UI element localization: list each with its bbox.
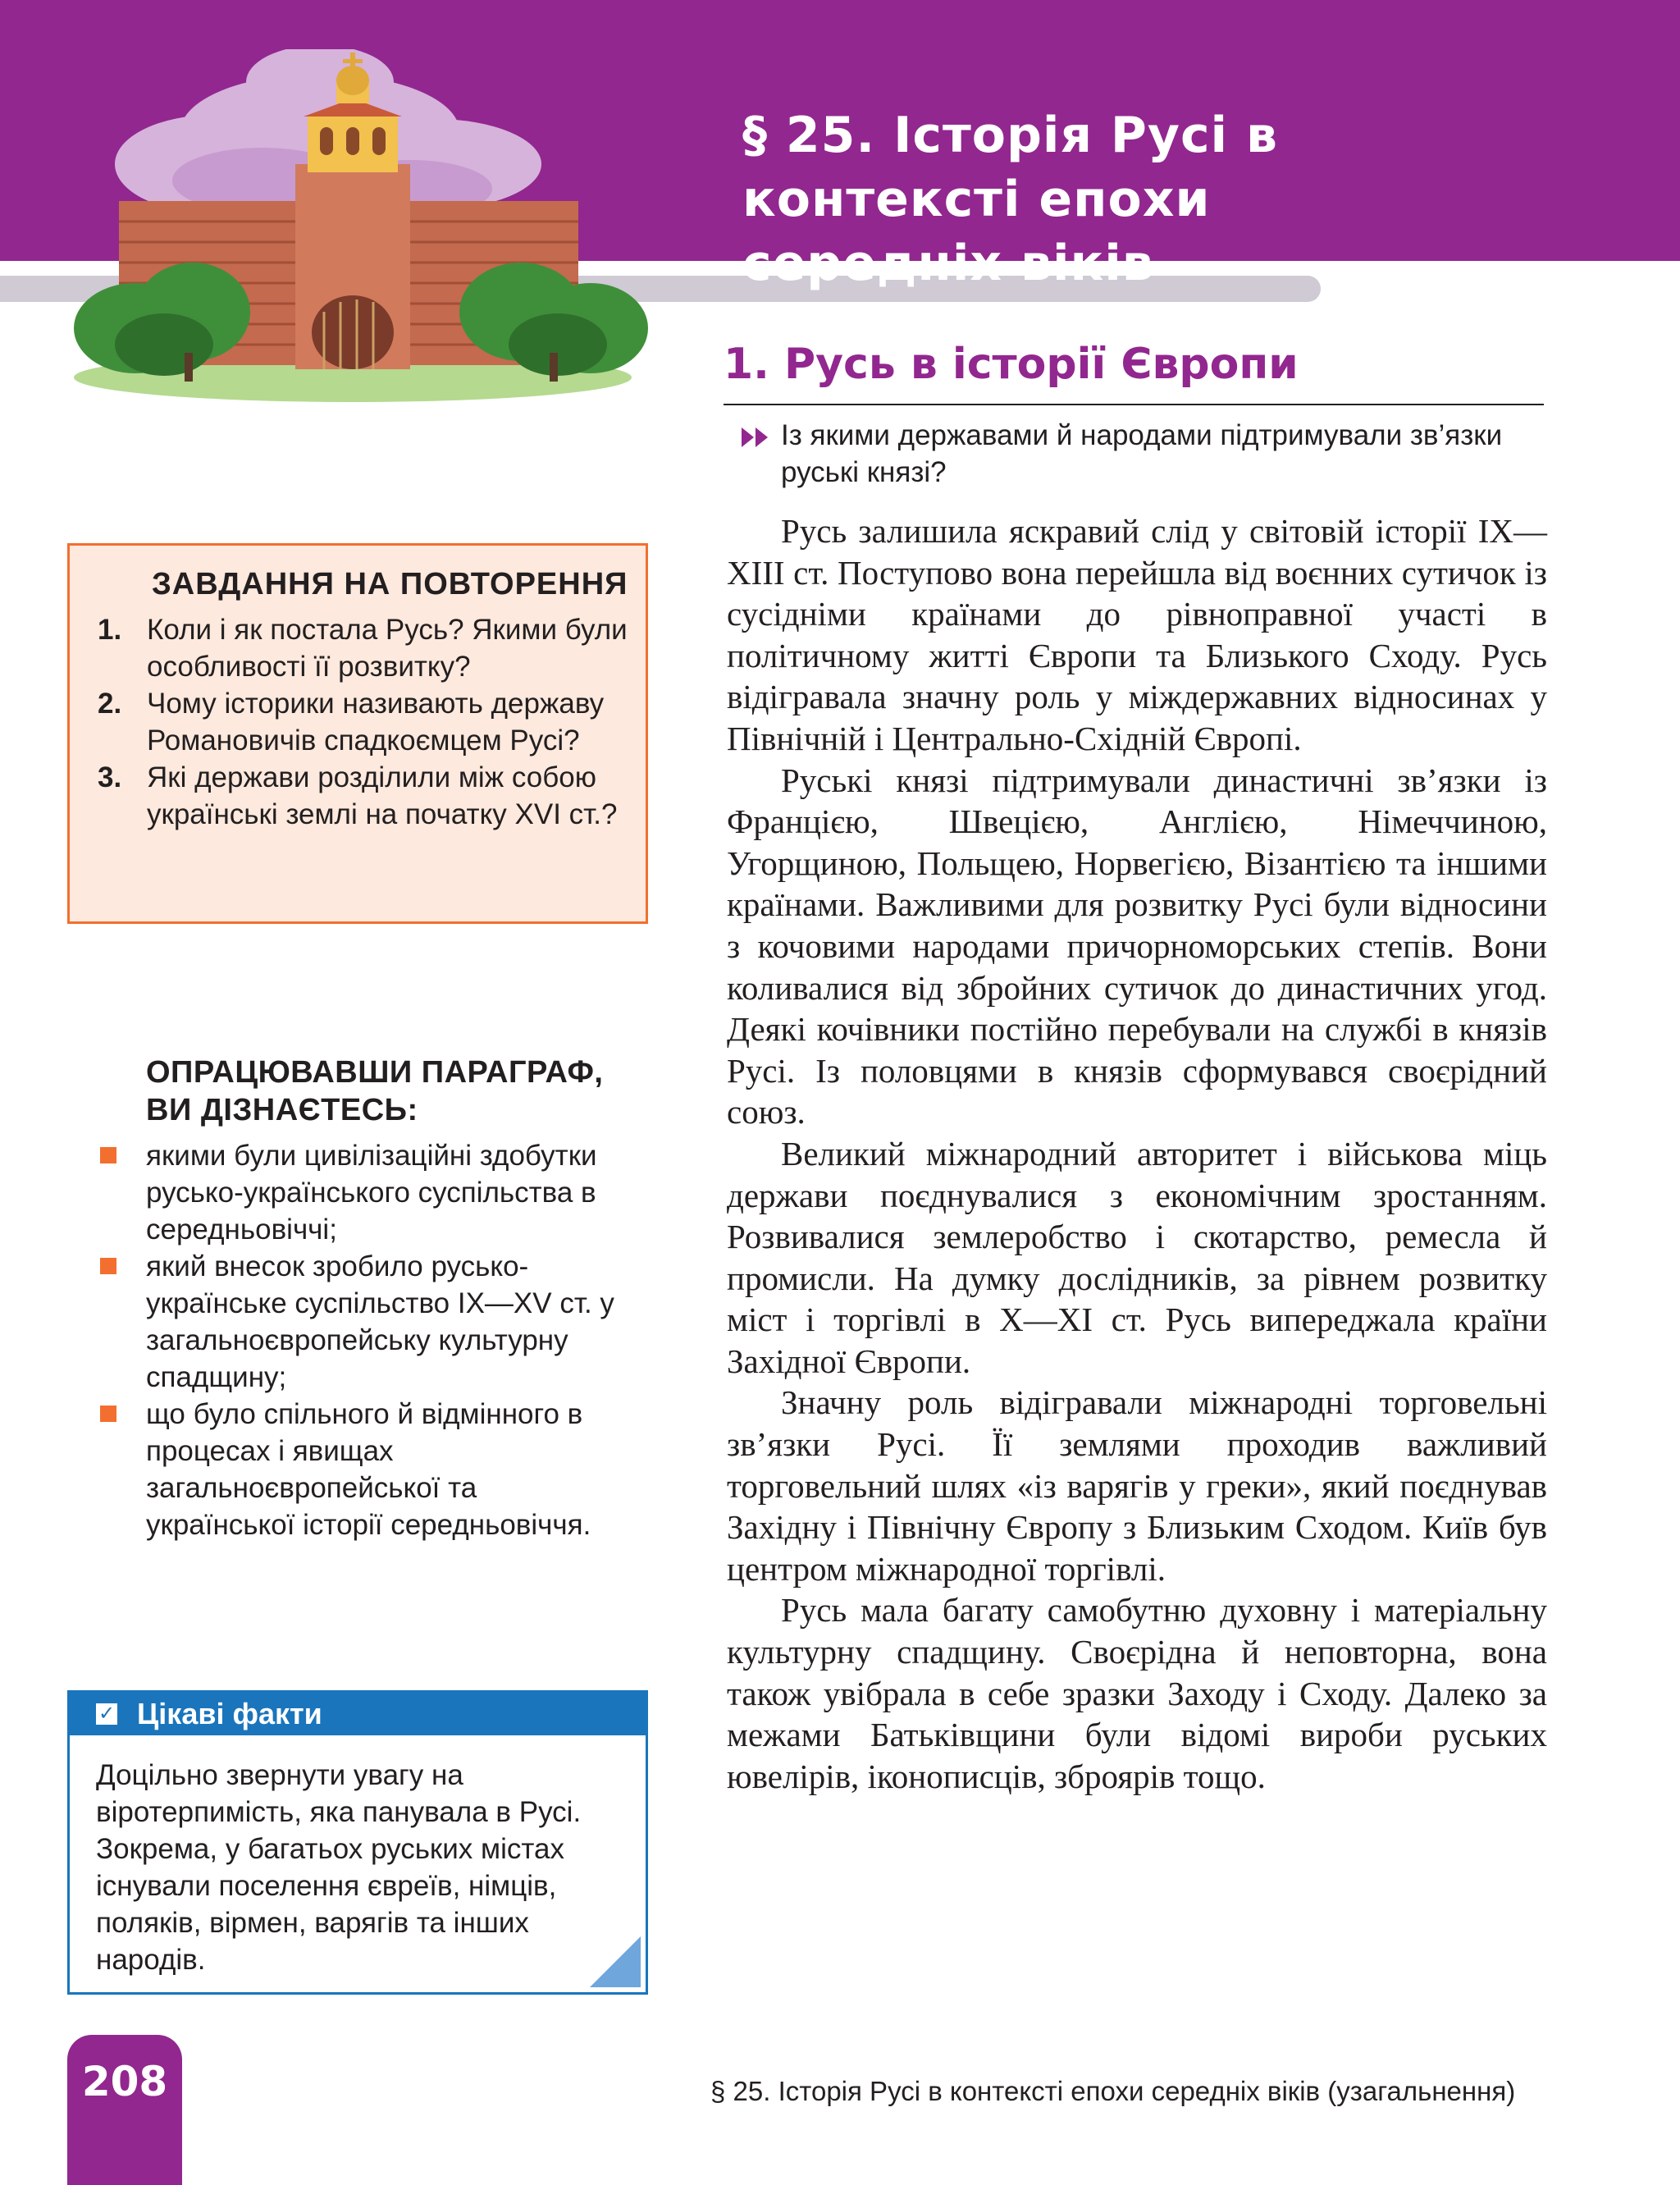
page-curl-corner-icon: [590, 1936, 641, 1987]
section-question: Із якими державами й народами підтримували зв’язки руські князі?: [781, 419, 1503, 488]
chapter-title-line2: середніх віків (узагальнення): [742, 235, 1186, 356]
running-footer-title: § 25. Історія Русі в контексті епохи середніх віків (узагальнення): [710, 2076, 1516, 2106]
review-task: [98, 611, 631, 685]
double-arrow-icon: [742, 425, 771, 450]
section-body: [727, 510, 1547, 1797]
review-task-number: 1.: [98, 614, 122, 646]
review-task-text: Чому історики називають державу Романовичів спадкоємцем Русі?: [147, 688, 605, 757]
interesting-facts-box: [67, 1690, 648, 1995]
orange-square-bullet-icon: [100, 1147, 116, 1163]
review-tasks-title: ЗАВДАННЯ НА ПОВТОРЕННЯ: [152, 567, 628, 601]
section-heading: 1. Русь в історії Європи: [724, 340, 1299, 389]
section-heading-rule: [724, 404, 1544, 405]
orange-square-bullet-icon: [100, 1258, 116, 1274]
learning-goal: [97, 1248, 622, 1396]
check-icon: ✓: [96, 1703, 117, 1725]
orange-square-bullet-icon: [100, 1406, 116, 1422]
learning-goal-text: який внесок зробило русько-українське суспільство IX—XV ст. у загальноєвропейську культурну спадщину;: [146, 1250, 614, 1393]
learning-goal-text: що було спільного й відмінного в процесах і явищах загальноєвропейської та української історії середньовіччя.: [146, 1398, 591, 1541]
body-paragraph: Значну роль відігравали міжнародні торговельні зв’язки Русі. Її землями проходив важливий торговельний шлях «із варягів у греки», який поєднував Західну і Північну Європу з Близьким Сходом. Київ був центром міжнародної торгівлі.: [727, 1383, 1547, 1588]
review-task-text: Коли і як постала Русь? Якими були особливості її розвитку?: [147, 614, 628, 683]
learning-goal: [97, 1396, 622, 1543]
chapter-title-line1: § 25. Історія Русі в контексті епохи: [742, 107, 1278, 228]
review-tasks-list: [98, 611, 631, 833]
review-task: [98, 685, 631, 759]
interesting-facts-title: Цікаві факти: [137, 1697, 322, 1730]
body-paragraph: Руські князі підтримували династичні зв’язки із Францією, Швецією, Англією, Німеччиною, Угорщиною, Польщею, Норвегією, Візантією та іншими країнами. Важливими для розвитку Русі були відносини з кочовими народами причорноморських степів. Вони коливалися від збройних сутичок до династичних угод. Деякі кочівники постійно перебували на службі в князів Русі. Із половцями в князів сформувався своєрідний союз.: [727, 761, 1547, 1131]
interesting-facts-text: Доцільно звернути увагу на віротерпимість, яка панувала в Русі. Зокрема, у багатьох руських містах існували поселення євреїв, німців, поляків, вірмен, варягів та інших народів.: [96, 1759, 582, 1976]
interesting-facts-header: [70, 1693, 646, 1735]
page-number: 208: [81, 2058, 168, 2105]
review-tasks-box: [67, 543, 648, 924]
review-task-text: Які держави розділили між собою українські землі на початку XVI ст.?: [147, 761, 618, 830]
body-paragraph: Русь мала багату самобутню духовну і матеріальну культурну спадщину. Своєрідна й неповторна, вона також увібрала в себе зразки Заходу і Сходу. Далеко за межами Батьківщини були відомі вироби руських ювелірів, іконописців, зброярів тощо.: [727, 1591, 1547, 1795]
body-paragraph: Великий міжнародний авторитет і військова міць держави поєднувалися з економічним зростанням. Розвивалися землеробство і скотарство, ремесла й промисли. На думку дослідників, за рівнем розвитку міст і торгівлі в X—XI ст. Русь випереджала країни Західної Європи.: [727, 1134, 1547, 1380]
review-task: [98, 759, 631, 833]
learning-goals-title: ОПРАЦЮВАВШИ ПАРАГРАФ, ВИ ДІЗНАЄТЕСЬ:: [146, 1055, 604, 1127]
learning-goals-list: [97, 1137, 622, 1543]
learning-goal-text: якими були цивілізаційні здобутки русько-українського суспільства в середньовіччі;: [146, 1140, 597, 1246]
learning-goal: [97, 1137, 622, 1248]
chapter-title: [742, 103, 1563, 359]
review-task-number: 2.: [98, 688, 122, 720]
page-number-tab: [67, 2035, 182, 2185]
golden-gate-illustration: [49, 49, 656, 418]
review-task-number: 3.: [98, 761, 122, 793]
body-paragraph: Русь залишила яскравий слід у світовій історії IX—XIII ст. Поступово вона перейшла від воєнних сутичок із сусідніми країнами до рівноправної участі в політичному житті Європи та Близького Сходу. Русь відігравала значну роль у міждержавних відносинах у Північній і Центрально-Східній Європі.: [727, 512, 1547, 757]
